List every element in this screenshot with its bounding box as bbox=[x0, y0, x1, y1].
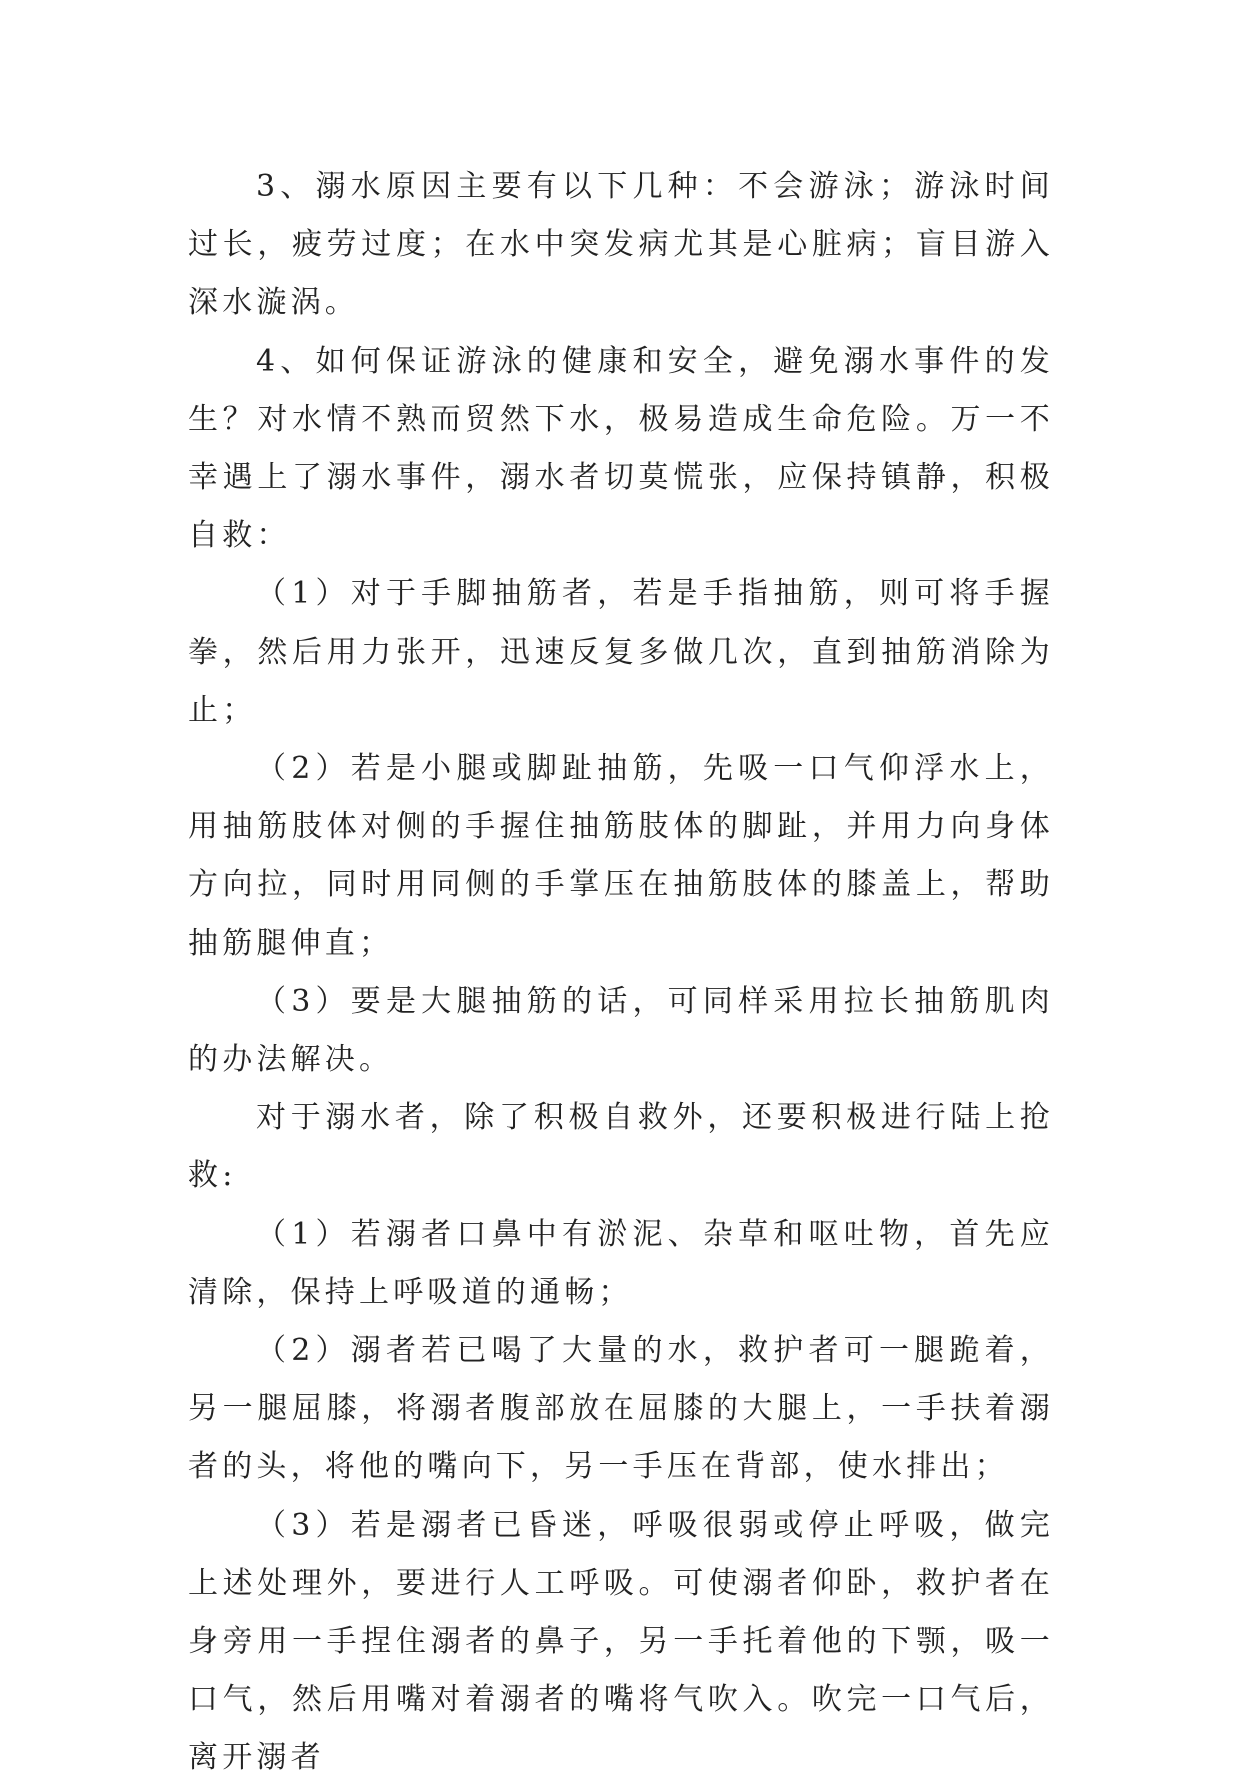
paragraph-finger-cramp: （1）对于手脚抽筋者，若是手指抽筋，则可将手握拳，然后用力张开，迅速反复多做几次，直到抽筋消除为止； bbox=[188, 576, 1054, 728]
paragraph-swimming-safety: 4、如何保证游泳的健康和安全，避免溺水事件的发生？对水情不熟而贸然下水，极易造成生命危险。万一不幸遇上了溺水事件，溺水者切莫慌张，应保持镇静，积极自救： bbox=[188, 343, 1054, 554]
document-body bbox=[188, 158, 1054, 1788]
paragraph-calf-cramp: （2）若是小腿或脚趾抽筋，先吸一口气仰浮水上，用抽筋肢体对侧的手握住抽筋肢体的脚趾，并用力向身体方向拉，同时用同侧的手掌压在抽筋肢体的膝盖上，帮助抽筋腿伸直； bbox=[188, 751, 1054, 961]
paragraph-drain-water: （2）溺者若已喝了大量的水，救护者可一腿跪着，另一腿屈膝，将溺者腹部放在屈膝的大腿上，一手扶着溺者的头，将他的嘴向下，另一手压在背部，使水排出； bbox=[188, 1333, 1054, 1485]
paragraph-land-rescue-intro: 对于溺水者，除了积极自救外，还要积极进行陆上抢救: bbox=[188, 1100, 1054, 1194]
paragraph-thigh-cramp: （3）要是大腿抽筋的话，可同样采用拉长抽筋肌肉的办法解决。 bbox=[188, 983, 1054, 1078]
paragraph-drowning-causes: 3、溺水原因主要有以下几种：不会游泳；游泳时间过长，疲劳过度；在水中突发病尤其是心脏病；盲目游入深水漩涡。 bbox=[188, 169, 1054, 321]
paragraph-clear-airway: （1）若溺者口鼻中有淤泥、杂草和呕吐物，首先应清除，保持上呼吸道的通畅； bbox=[188, 1216, 1054, 1310]
paragraph-artificial-respiration: （3）若是溺者已昏迷，呼吸很弱或停止呼吸，做完上述处理外，要进行人工呼吸。可使溺者仰卧，救护者在身旁用一手捏住溺者的鼻子，另一手托着他的下颚，吸一口气，然后用嘴对着溺者的嘴将气吹入。吹完一口气后，离开溺者 bbox=[188, 1507, 1054, 1776]
